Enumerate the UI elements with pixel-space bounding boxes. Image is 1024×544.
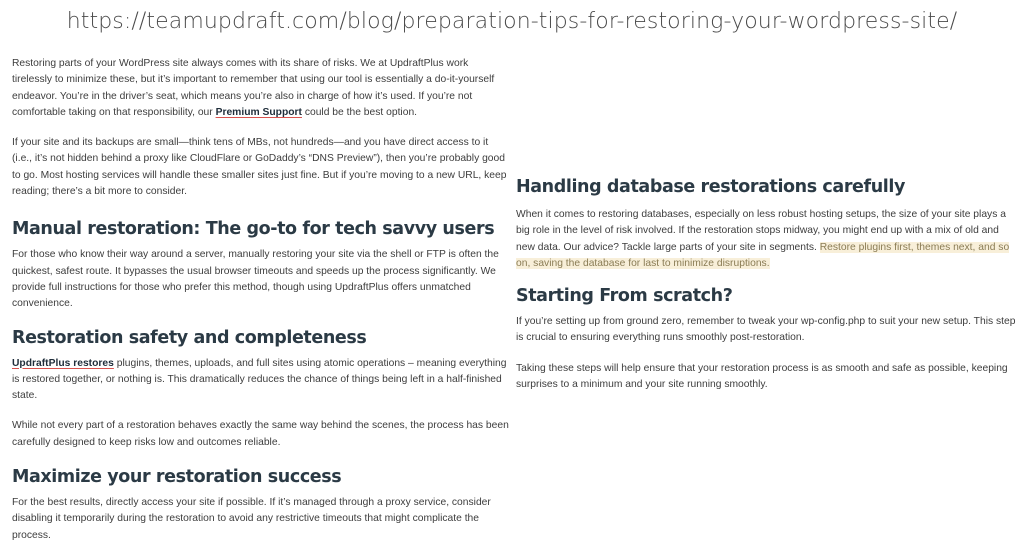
restoration-safety-text: plugins, themes, uploads, and full sites using atomic operations – meaning everything is restored together, or nothing is. This dramatically reduces the chance of things being left in a half-finished state. [12, 357, 507, 402]
closing-paragraph: Taking these steps will help ensure that your restoration process is as smooth and safe as possible, keeping surprises to a minimum and your site running smoothly. [516, 362, 1008, 391]
small-sites-paragraph: If your site and its backups are small—think tens of MBs, not hundreds—and you have direct access to it (i.e., it’s not hidden behind a proxy like CloudFlare or GoDaddy’s “DNS Preview”), then you’re probably good to go. Most hosting services will handle these smaller sites just fine. But if you’re moving to a new URL, keep reading; there’s a bit more to consider. [12, 137, 507, 198]
heading-manual-restoration: Manual restoration: The go-to for tech savvy users [12, 219, 495, 240]
heading-starting-from-scratch: Starting From scratch? [516, 286, 733, 307]
starting-from-scratch-paragraph: If you’re setting up from ground zero, remember to tweak your wp-config.php to suit your new setup. This step is crucial to ensuring everything runs smoothly post-restoration. [516, 316, 1016, 344]
spacer [12, 121, 510, 135]
left-column [12, 56, 510, 544]
maximize-success-paragraph: For the best results, directly access your site if possible. If it’s managed through a proxy service, consider disabling it temporarily during the restoration to avoid any restrictive timeouts that might complicate the process. [12, 497, 491, 541]
restoration-safety-paragraph [12, 356, 510, 405]
highlighted-advice: Restore plugins first, themes next, and so on, saving the database for last to minimize disruptions. [516, 241, 1010, 269]
intro-text-end: could be the best option. [301, 106, 418, 118]
right-column [516, 176, 1020, 393]
heading-database-restorations: Handling database restorations carefully [516, 177, 905, 197]
page-url: https://teamupdraft.com/blog/preparation-tips-for-restoring-your-wordpress-site/ [66, 9, 958, 34]
restoration-behavior-paragraph: While not every part of a restoration behaves exactly the same way behind the scenes, the process has been carefully designed to keep risks low and outcomes reliable. [12, 420, 509, 448]
intro-text: Restoring parts of your WordPress site always comes with its share of risks. We at UpdraftPlus work tirelessly to minimize these, but it’s important to remember that using our tool is essentially a do-it-yourself endeavor. You’re in the driver’s seat, which means you’re also in charge of how it’s used. If you’re not comfortable taking on that responsibility, our [12, 58, 495, 118]
heading-maximize-success: Maximize your restoration success [12, 467, 342, 488]
database-text: When it comes to restoring databases, especially on less robust hosting setups, the size of your site plays a big role in the level of risk involved. If the restoration stops midway, you might end up with a mix of old and new data. Our advice? Tackle large parts of your site in segments. [516, 209, 1006, 253]
database-restorations-paragraph [516, 207, 1020, 272]
heading-restoration-safety: Restoration safety and completeness [12, 327, 367, 348]
updraftplus-restores-link[interactable]: UpdraftPlus restores [12, 357, 114, 369]
intro-paragraph [12, 56, 510, 121]
premium-support-link[interactable]: Premium Support [215, 106, 302, 118]
manual-restoration-paragraph: For those who know their way around a server, manually restoring your site via the shell or FTP is often the quickest, safest route. It bypasses the usual browser timeouts and speeds up the process significantly. We provide full instructions for those who prefer this method, though using UpdraftPlus offers unmatched convenience. [12, 249, 499, 310]
